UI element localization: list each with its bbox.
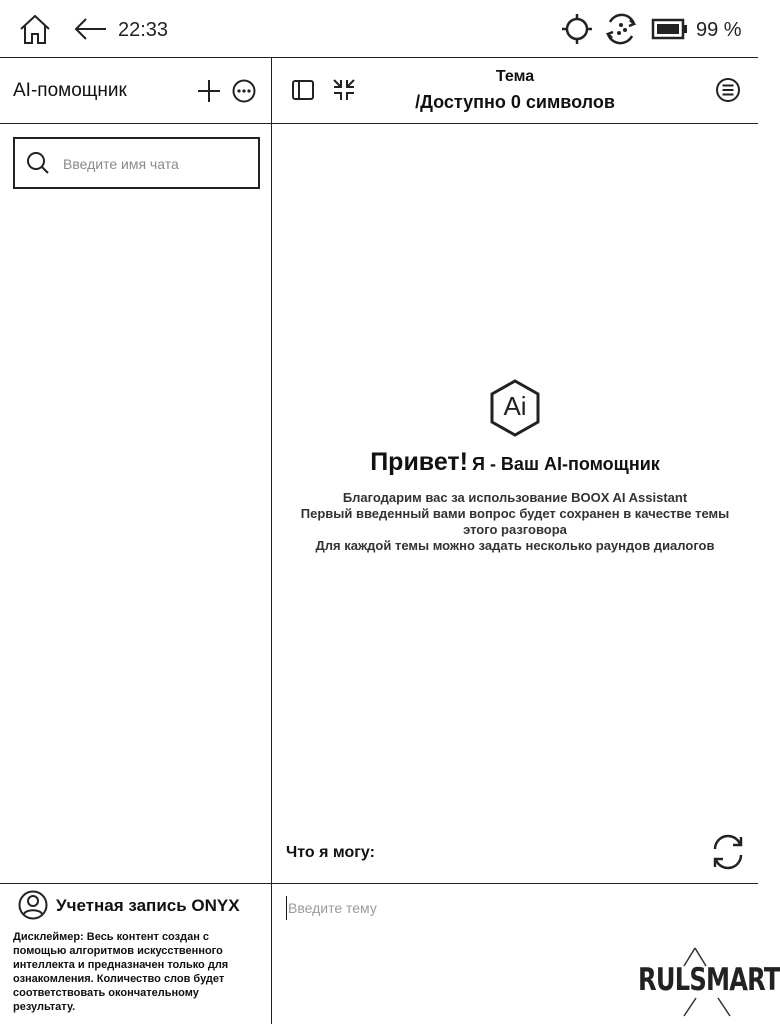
clock-time: 22:33: [118, 19, 169, 41]
watermark-text: RULSMART: [638, 962, 780, 998]
refresh-icon[interactable]: [710, 834, 746, 870]
home-icon[interactable]: [18, 12, 52, 46]
assistant-title: AI-помощник: [13, 80, 127, 101]
divider: [272, 123, 758, 124]
chat-search-box[interactable]: [13, 137, 260, 189]
greeting: [272, 448, 758, 477]
chat-search-input[interactable]: [61, 152, 255, 176]
intro-line: Благодарим вас за использование BOOX AI Assistant: [342, 490, 688, 505]
capabilities-label: Что я могу:: [286, 844, 375, 861]
refresh-mode-icon[interactable]: [604, 12, 638, 46]
status-bar: [0, 0, 758, 58]
add-chat-icon[interactable]: [196, 78, 222, 104]
divider: [0, 883, 272, 884]
account-avatar-icon[interactable]: [18, 890, 48, 920]
chat-list-panel: [0, 58, 272, 1024]
topic-title: Тема: [495, 68, 535, 85]
topic-input[interactable]: [286, 896, 630, 920]
available-symbols: /Доступно 0 символов: [415, 92, 615, 112]
greeting-subtitle: Я - Ваш AI-помощник: [472, 454, 660, 474]
intro-text: [286, 490, 744, 554]
ai-logo-icon: [487, 378, 543, 438]
menu-list-icon[interactable]: [715, 77, 741, 103]
ai-logo-text: Ai: [503, 391, 527, 421]
more-options-icon[interactable]: [231, 78, 257, 104]
account-label[interactable]: Учетная запись ONYX: [56, 896, 240, 915]
battery-percentage: 99 %: [696, 19, 742, 41]
intro-line: Первый введенный вами вопрос будет сохранен в качестве темы этого разговора: [300, 506, 730, 537]
battery-icon: [652, 18, 688, 40]
brightness-icon[interactable]: [561, 13, 593, 45]
conversation-panel: [272, 58, 780, 1024]
back-arrow-icon[interactable]: [74, 16, 108, 42]
divider: [272, 883, 758, 884]
disclaimer-text: Дисклеймер: Весь контент создан с помощью алгоритмов искусственного интеллекта и предназначен только для ознакомления. Количество слов будет соответствовать окончательному результату.: [13, 931, 229, 1013]
intro-line: Для каждой темы можно задать несколько раундов диалогов: [315, 538, 715, 553]
search-icon: [26, 151, 50, 175]
greeting-title: Привет!: [370, 448, 468, 476]
divider: [0, 123, 272, 124]
